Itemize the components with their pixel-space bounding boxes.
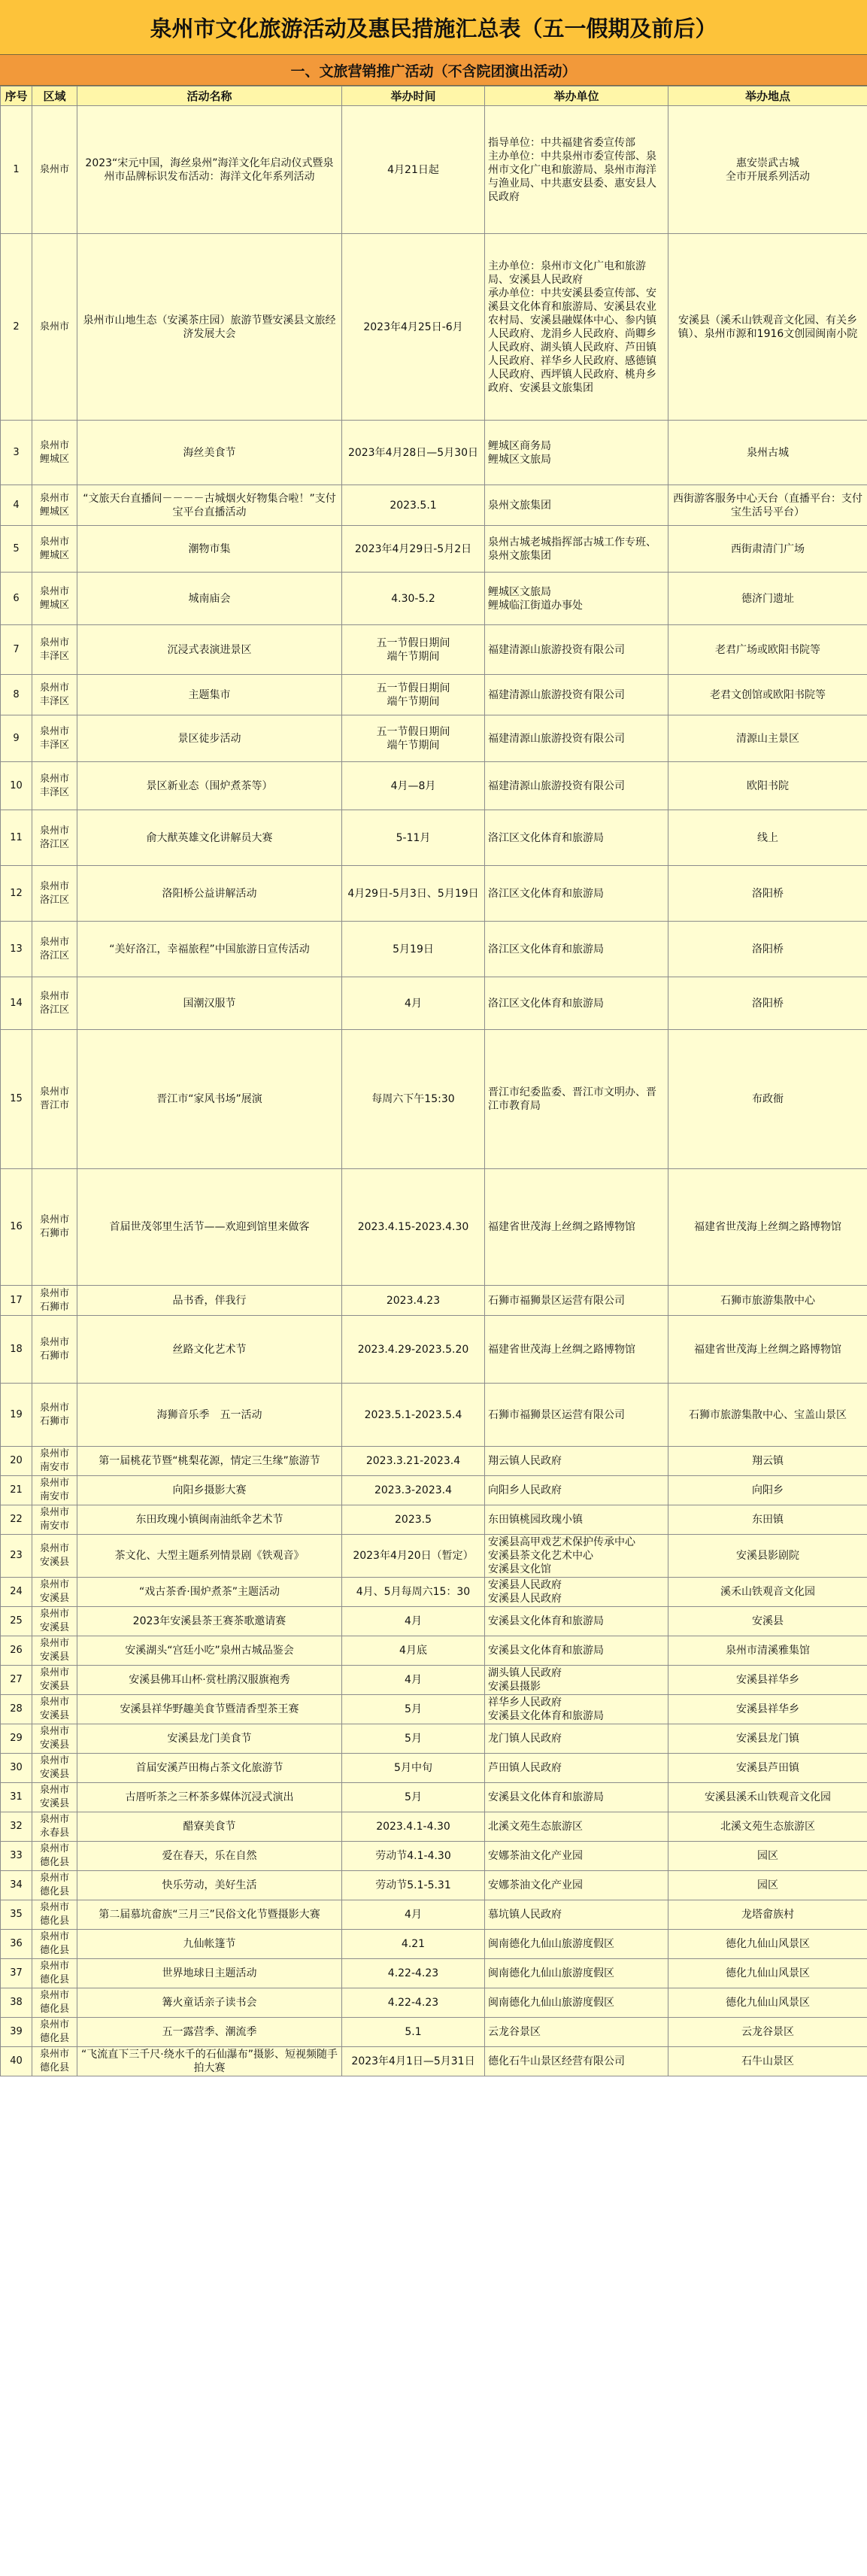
row-time: 2023.3.21-2023.4	[342, 1447, 485, 1476]
table-row	[1, 485, 867, 526]
row-activity-name: 主题集市	[77, 675, 342, 715]
row-time: 2023.5	[342, 1505, 485, 1535]
row-organizer: 鲤城区文旅局 鲤城临江街道办事处	[485, 573, 668, 625]
row-activity-name: 九仙帐篷节	[77, 1930, 342, 1959]
row-organizer: 龙门镇人民政府	[485, 1724, 668, 1754]
row-activity-name: 五一露营季、潮流季	[77, 2018, 342, 2047]
row-region: 泉州市德化县	[32, 1988, 77, 2018]
row-organizer: 安溪县人民政府 安溪县人民政府	[485, 1578, 668, 1607]
row-organizer: 洛江区文化体育和旅游局	[485, 922, 668, 977]
row-activity-name: 第二届慕坑畲族“三月三”民俗文化节暨摄影大赛	[77, 1900, 342, 1930]
header-region: 区域	[32, 87, 77, 106]
row-organizer: 石狮市福狮景区运营有限公司	[485, 1286, 668, 1316]
row-activity-name: 首届世茂邻里生活节——欢迎到馆里来做客	[77, 1169, 342, 1286]
row-time: 五一节假日期间 端午节期间	[342, 625, 485, 675]
row-activity-name: 安溪县祥华野趣美食节暨清香型茶王赛	[77, 1695, 342, 1724]
row-number: 30	[1, 1754, 32, 1783]
row-activity-name: 世界地球日主题活动	[77, 1959, 342, 1988]
row-activity-name: 茶文化、大型主题系列情景剧《铁观音》	[77, 1535, 342, 1578]
table-row	[1, 762, 867, 810]
row-venue: 向阳乡	[668, 1476, 867, 1505]
row-region: 泉州市石狮市	[32, 1316, 77, 1384]
row-time: 4月	[342, 1900, 485, 1930]
row-venue: 安溪县影剧院	[668, 1535, 867, 1578]
row-organizer: 安娜茶油文化产业园	[485, 1842, 668, 1871]
row-venue: 安溪县祥华乡	[668, 1695, 867, 1724]
row-region: 泉州市洛江区	[32, 810, 77, 866]
row-activity-name: 丝路文化艺术节	[77, 1316, 342, 1384]
row-time: 劳动节4.1-4.30	[342, 1842, 485, 1871]
row-activity-name: 东田玫瑰小镇闽南油纸伞艺术节	[77, 1505, 342, 1535]
row-venue: 洛阳桥	[668, 922, 867, 977]
row-activity-name: “飞流直下三千尺·绕水千的石仙瀑布”摄影、短视频随手拍大赛	[77, 2047, 342, 2076]
row-time: 2023.5.1-2023.5.4	[342, 1384, 485, 1447]
row-organizer: 晋江市纪委监委、晋江市文明办、晋江市教育局	[485, 1030, 668, 1169]
table-row	[1, 1447, 867, 1476]
row-number: 6	[1, 573, 32, 625]
row-time: 4月底	[342, 1636, 485, 1666]
row-organizer: 闽南德化九仙山旅游度假区	[485, 1959, 668, 1988]
row-number: 36	[1, 1930, 32, 1959]
row-time: 劳动节5.1-5.31	[342, 1871, 485, 1900]
row-number: 11	[1, 810, 32, 866]
row-region: 泉州市	[32, 234, 77, 421]
row-time: 2023年4月28日—5月30日	[342, 421, 485, 485]
row-region: 泉州市安溪县	[32, 1636, 77, 1666]
row-time: 4月21日起	[342, 106, 485, 234]
row-activity-name: 向阳乡摄影大赛	[77, 1476, 342, 1505]
row-time: 2023.5.1	[342, 485, 485, 526]
row-activity-name: 沉浸式表演进景区	[77, 625, 342, 675]
page-title: 泉州市文化旅游活动及惠民措施汇总表（五一假期及前后）	[0, 0, 867, 55]
row-organizer: 安娜茶油文化产业园	[485, 1871, 668, 1900]
row-time: 4.22-4.23	[342, 1959, 485, 1988]
row-activity-name: 海狮音乐季 五一活动	[77, 1384, 342, 1447]
row-region: 泉州市德化县	[32, 1842, 77, 1871]
row-region: 泉州市丰泽区	[32, 625, 77, 675]
row-venue: 翔云镇	[668, 1447, 867, 1476]
row-venue: 龙塔畲族村	[668, 1900, 867, 1930]
table-row	[1, 421, 867, 485]
row-organizer: 福建省世茂海上丝绸之路博物馆	[485, 1316, 668, 1384]
row-activity-name: 篝火童话亲子读书会	[77, 1988, 342, 2018]
row-region: 泉州市南安市	[32, 1476, 77, 1505]
row-organizer: 向阳乡人民政府	[485, 1476, 668, 1505]
row-number: 24	[1, 1578, 32, 1607]
row-organizer: 福建清源山旅游投资有限公司	[485, 762, 668, 810]
table-row	[1, 1666, 867, 1695]
table-row	[1, 1871, 867, 1900]
row-number: 28	[1, 1695, 32, 1724]
table-row	[1, 1578, 867, 1607]
row-time: 4.21	[342, 1930, 485, 1959]
row-venue: 老君文创馆或欧阳书院等	[668, 675, 867, 715]
row-organizer: 主办单位：泉州市文化广电和旅游局、安溪县人民政府 承办单位：中共安溪县委宣传部、安溪县文化体育和旅游局、安溪县农业农村局、安溪县融媒体中心、参内镇人民政府、龙涓乡人民政府、尚卿乡人民政府、湖头镇人民政府、芦田镇人民政府、祥华乡人民政府、感德镇人民政府、西坪镇人民政府、桃舟乡政府、安溪县文旅集团	[485, 234, 668, 421]
row-organizer: 闽南德化九仙山旅游度假区	[485, 1988, 668, 2018]
row-organizer: 湖头镇人民政府 安溪县摄影	[485, 1666, 668, 1695]
table-row	[1, 922, 867, 977]
row-time: 五一节假日期间 端午节期间	[342, 675, 485, 715]
row-region: 泉州市丰泽区	[32, 762, 77, 810]
row-number: 20	[1, 1447, 32, 1476]
row-region: 泉州市南安市	[32, 1447, 77, 1476]
row-organizer: 祥华乡人民政府 安溪县文化体育和旅游局	[485, 1695, 668, 1724]
row-venue: 安溪县芦田镇	[668, 1754, 867, 1783]
row-organizer: 东田镇桃园玫瑰小镇	[485, 1505, 668, 1535]
table-row	[1, 234, 867, 421]
row-venue: 石狮市旅游集散中心	[668, 1286, 867, 1316]
row-time: 2023年4月29日-5月2日	[342, 526, 485, 573]
row-venue: 安溪县祥华乡	[668, 1666, 867, 1695]
row-number: 38	[1, 1988, 32, 2018]
row-venue: 欧阳书院	[668, 762, 867, 810]
row-number: 1	[1, 106, 32, 234]
table-row	[1, 106, 867, 234]
row-organizer: 福建清源山旅游投资有限公司	[485, 715, 668, 762]
row-number: 18	[1, 1316, 32, 1384]
row-region: 泉州市丰泽区	[32, 715, 77, 762]
row-activity-name: 海丝美食节	[77, 421, 342, 485]
row-number: 10	[1, 762, 32, 810]
row-organizer: 洛江区文化体育和旅游局	[485, 977, 668, 1030]
row-venue: 西街游客服务中心天台（直播平台：支付宝生活号平台）	[668, 485, 867, 526]
row-time: 2023年4月1日—5月31日	[342, 2047, 485, 2076]
row-organizer: 福建省世茂海上丝绸之路博物馆	[485, 1169, 668, 1286]
row-time: 5月	[342, 1695, 485, 1724]
row-number: 2	[1, 234, 32, 421]
row-venue: 石狮市旅游集散中心、宝盖山景区	[668, 1384, 867, 1447]
header-activity-name: 活动名称	[77, 87, 342, 106]
row-venue: 泉州古城	[668, 421, 867, 485]
row-number: 35	[1, 1900, 32, 1930]
table-row	[1, 1900, 867, 1930]
row-time: 2023.4.15-2023.4.30	[342, 1169, 485, 1286]
row-activity-name: 安溪县龙门美食节	[77, 1724, 342, 1754]
row-number: 17	[1, 1286, 32, 1316]
row-activity-name: “美好洛江，幸福旅程”中国旅游日宣传活动	[77, 922, 342, 977]
row-activity-name: 景区新业态（围炉煮茶等）	[77, 762, 342, 810]
row-time: 2023.4.29-2023.5.20	[342, 1316, 485, 1384]
row-region: 泉州市德化县	[32, 2018, 77, 2047]
row-time: 4.22-4.23	[342, 1988, 485, 2018]
row-activity-name: 醋寮美食节	[77, 1812, 342, 1842]
row-venue: 安溪县	[668, 1607, 867, 1636]
row-activity-name: 安溪县佛耳山杯·赏杜鹃汉服旗袍秀	[77, 1666, 342, 1695]
row-region: 泉州市德化县	[32, 1930, 77, 1959]
table-row	[1, 1316, 867, 1384]
row-region: 泉州市安溪县	[32, 1535, 77, 1578]
row-activity-name: 首届安溪芦田梅占茶文化旅游节	[77, 1754, 342, 1783]
table-row	[1, 526, 867, 573]
row-number: 29	[1, 1724, 32, 1754]
row-region: 泉州市丰泽区	[32, 675, 77, 715]
row-venue: 石牛山景区	[668, 2047, 867, 2076]
table-row	[1, 1988, 867, 2018]
table-row	[1, 1842, 867, 1871]
table-row	[1, 573, 867, 625]
row-time: 2023年4月25日-6月	[342, 234, 485, 421]
table-row	[1, 1959, 867, 1988]
row-region: 泉州市洛江区	[32, 922, 77, 977]
row-time: 4月29日-5月3日、5月19日	[342, 866, 485, 922]
row-venue: 老君广场或欧阳书院等	[668, 625, 867, 675]
row-number: 7	[1, 625, 32, 675]
table-row	[1, 1930, 867, 1959]
row-time: 4月	[342, 977, 485, 1030]
row-time: 4.30-5.2	[342, 573, 485, 625]
row-venue: 清源山主景区	[668, 715, 867, 762]
row-region: 泉州市晋江市	[32, 1030, 77, 1169]
row-number: 15	[1, 1030, 32, 1169]
row-organizer: 洛江区文化体育和旅游局	[485, 866, 668, 922]
table-row	[1, 1783, 867, 1812]
table-row	[1, 1607, 867, 1636]
row-region: 泉州市石狮市	[32, 1286, 77, 1316]
row-time: 4月、5月每周六15：30	[342, 1578, 485, 1607]
row-venue: 洛阳桥	[668, 866, 867, 922]
row-venue: 德化九仙山风景区	[668, 1988, 867, 2018]
row-time: 每周六下午15:30	[342, 1030, 485, 1169]
table-row	[1, 1384, 867, 1447]
table-row	[1, 1535, 867, 1578]
row-venue: 德化九仙山风景区	[668, 1930, 867, 1959]
row-number: 5	[1, 526, 32, 573]
row-venue: 安溪县（溪禾山铁观音文化园、有关乡镇）、泉州市源和1916文创园闽南小院	[668, 234, 867, 421]
row-venue: 园区	[668, 1842, 867, 1871]
row-region: 泉州市永春县	[32, 1812, 77, 1842]
header-organizer: 举办单位	[485, 87, 668, 106]
row-venue: 布政衙	[668, 1030, 867, 1169]
row-number: 3	[1, 421, 32, 485]
activity-table	[0, 86, 867, 2076]
row-number: 25	[1, 1607, 32, 1636]
header-time: 举办时间	[342, 87, 485, 106]
row-organizer: 泉州文旅集团	[485, 485, 668, 526]
table-row	[1, 1636, 867, 1666]
row-number: 19	[1, 1384, 32, 1447]
row-number: 33	[1, 1842, 32, 1871]
table-row	[1, 977, 867, 1030]
row-region: 泉州市鲤城区	[32, 421, 77, 485]
row-organizer: 慕坑镇人民政府	[485, 1900, 668, 1930]
row-activity-name: 爱在春天，乐在自然	[77, 1842, 342, 1871]
table-row	[1, 1505, 867, 1535]
row-venue: 洛阳桥	[668, 977, 867, 1030]
row-activity-name: 城南庙会	[77, 573, 342, 625]
row-number: 32	[1, 1812, 32, 1842]
row-time: 5.1	[342, 2018, 485, 2047]
row-time: 5月19日	[342, 922, 485, 977]
table-row	[1, 1169, 867, 1286]
table-row	[1, 1754, 867, 1783]
row-organizer: 洛江区文化体育和旅游局	[485, 810, 668, 866]
row-time: 5月中旬	[342, 1754, 485, 1783]
row-region: 泉州市石狮市	[32, 1169, 77, 1286]
row-activity-name: 快乐劳动，美好生活	[77, 1871, 342, 1900]
row-number: 26	[1, 1636, 32, 1666]
row-number: 12	[1, 866, 32, 922]
row-region: 泉州市安溪县	[32, 1724, 77, 1754]
row-venue: 线上	[668, 810, 867, 866]
row-activity-name: 俞大猷英雄文化讲解员大赛	[77, 810, 342, 866]
row-time: 2023年4月20日（暂定）	[342, 1535, 485, 1578]
row-time: 5月	[342, 1783, 485, 1812]
row-region: 泉州市石狮市	[32, 1384, 77, 1447]
row-venue: 云龙谷景区	[668, 2018, 867, 2047]
row-activity-name: 安溪湖头“宫廷小吃”泉州古城品鉴会	[77, 1636, 342, 1666]
table-row	[1, 2047, 867, 2076]
row-activity-name: “文旅天台直播间－－－－古城烟火好物集合啦！”支付宝平台直播活动	[77, 485, 342, 526]
table-row	[1, 625, 867, 675]
row-organizer: 福建清源山旅游投资有限公司	[485, 625, 668, 675]
row-time: 4月	[342, 1607, 485, 1636]
row-region: 泉州市德化县	[32, 1959, 77, 1988]
row-venue: 西街肃清门广场	[668, 526, 867, 573]
row-time: 4月—8月	[342, 762, 485, 810]
row-number: 31	[1, 1783, 32, 1812]
row-organizer: 指导单位：中共福建省委宣传部 主办单位：中共泉州市委宣传部、泉州市文化广电和旅游局、泉州市海洋与渔业局、中共惠安县委、惠安县人民政府	[485, 106, 668, 234]
table-row	[1, 810, 867, 866]
row-venue: 园区	[668, 1871, 867, 1900]
row-region: 泉州市安溪县	[32, 1666, 77, 1695]
row-number: 23	[1, 1535, 32, 1578]
row-organizer: 翔云镇人民政府	[485, 1447, 668, 1476]
row-region: 泉州市鲤城区	[32, 526, 77, 573]
table-header-row	[1, 87, 867, 106]
row-number: 34	[1, 1871, 32, 1900]
table-body	[1, 106, 867, 2076]
row-activity-name: “戏古茶香·围炉煮茶”主题活动	[77, 1578, 342, 1607]
row-time: 2023.4.1-4.30	[342, 1812, 485, 1842]
row-activity-name: 洛阳桥公益讲解活动	[77, 866, 342, 922]
table-row	[1, 866, 867, 922]
row-activity-name: 古厝听茶之三杯茶多媒体沉浸式演出	[77, 1783, 342, 1812]
row-number: 39	[1, 2018, 32, 2047]
header-venue: 举办地点	[668, 87, 867, 106]
row-organizer: 云龙谷景区	[485, 2018, 668, 2047]
row-activity-name: 潮物市集	[77, 526, 342, 573]
row-time: 2023.3-2023.4	[342, 1476, 485, 1505]
table-row	[1, 2018, 867, 2047]
row-region: 泉州市安溪县	[32, 1695, 77, 1724]
table-row	[1, 675, 867, 715]
row-organizer: 福建清源山旅游投资有限公司	[485, 675, 668, 715]
row-activity-name: 晋江市“家风书场”展演	[77, 1030, 342, 1169]
row-organizer: 安溪县文化体育和旅游局	[485, 1636, 668, 1666]
row-organizer: 泉州古城老城指挥部古城工作专班、泉州文旅集团	[485, 526, 668, 573]
row-number: 37	[1, 1959, 32, 1988]
row-activity-name: 品书香，伴我行	[77, 1286, 342, 1316]
row-venue: 德化九仙山风景区	[668, 1959, 867, 1988]
row-number: 16	[1, 1169, 32, 1286]
row-number: 27	[1, 1666, 32, 1695]
table-row	[1, 1286, 867, 1316]
row-number: 14	[1, 977, 32, 1030]
row-activity-name: 景区徒步活动	[77, 715, 342, 762]
row-venue: 惠安崇武古城 全市开展系列活动	[668, 106, 867, 234]
table-row	[1, 1724, 867, 1754]
row-time: 5月	[342, 1724, 485, 1754]
table-row	[1, 1695, 867, 1724]
row-venue: 安溪县龙门镇	[668, 1724, 867, 1754]
row-number: 9	[1, 715, 32, 762]
row-activity-name: 2023“宋元中国，海丝泉州”海洋文化年启动仪式暨泉州市品牌标识发布活动：海洋文化年系列活动	[77, 106, 342, 234]
row-number: 4	[1, 485, 32, 526]
row-region: 泉州市鲤城区	[32, 485, 77, 526]
row-number: 40	[1, 2047, 32, 2076]
row-activity-name: 泉州市山地生态（安溪茶庄园）旅游节暨安溪县文旅经济发展大会	[77, 234, 342, 421]
row-venue: 德济门遗址	[668, 573, 867, 625]
row-region: 泉州市德化县	[32, 2047, 77, 2076]
row-venue: 安溪县溪禾山铁观音文化园	[668, 1783, 867, 1812]
row-number: 22	[1, 1505, 32, 1535]
row-region: 泉州市南安市	[32, 1505, 77, 1535]
row-region: 泉州市安溪县	[32, 1607, 77, 1636]
row-region: 泉州市德化县	[32, 1871, 77, 1900]
table-row	[1, 1030, 867, 1169]
row-time: 五一节假日期间 端午节期间	[342, 715, 485, 762]
row-number: 21	[1, 1476, 32, 1505]
header-no: 序号	[1, 87, 32, 106]
row-number: 8	[1, 675, 32, 715]
row-venue: 北溪文苑生态旅游区	[668, 1812, 867, 1842]
row-activity-name: 国潮汉服节	[77, 977, 342, 1030]
row-organizer: 闽南德化九仙山旅游度假区	[485, 1930, 668, 1959]
row-activity-name: 第一届桃花节暨“桃梨花源，情定三生缘”旅游节	[77, 1447, 342, 1476]
row-time: 4月	[342, 1666, 485, 1695]
row-region: 泉州市德化县	[32, 1900, 77, 1930]
row-region: 泉州市安溪县	[32, 1754, 77, 1783]
row-organizer: 石狮市福狮景区运营有限公司	[485, 1384, 668, 1447]
section-heading: 一、文旅营销推广活动（不含院团演出活动）	[0, 55, 867, 86]
row-region: 泉州市洛江区	[32, 977, 77, 1030]
row-organizer: 北溪文苑生态旅游区	[485, 1812, 668, 1842]
row-region: 泉州市	[32, 106, 77, 234]
row-venue: 溪禾山铁观音文化园	[668, 1578, 867, 1607]
row-organizer: 芦田镇人民政府	[485, 1754, 668, 1783]
row-organizer: 安溪县文化体育和旅游局	[485, 1607, 668, 1636]
row-region: 泉州市安溪县	[32, 1783, 77, 1812]
row-time: 5-11月	[342, 810, 485, 866]
row-number: 13	[1, 922, 32, 977]
row-organizer: 安溪县文化体育和旅游局	[485, 1783, 668, 1812]
table-row	[1, 715, 867, 762]
row-region: 泉州市安溪县	[32, 1578, 77, 1607]
row-venue: 福建省世茂海上丝绸之路博物馆	[668, 1169, 867, 1286]
table-row	[1, 1812, 867, 1842]
row-organizer: 德化石牛山景区经营有限公司	[485, 2047, 668, 2076]
row-activity-name: 2023年安溪县茶王赛茶歌邀请赛	[77, 1607, 342, 1636]
table-row	[1, 1476, 867, 1505]
row-organizer: 安溪县高甲戏艺术保护传承中心 安溪县茶文化艺术中心 安溪县文化馆	[485, 1535, 668, 1578]
row-venue: 东田镇	[668, 1505, 867, 1535]
row-time: 2023.4.23	[342, 1286, 485, 1316]
row-organizer: 鲤城区商务局 鲤城区文旅局	[485, 421, 668, 485]
row-venue: 福建省世茂海上丝绸之路博物馆	[668, 1316, 867, 1384]
row-region: 泉州市鲤城区	[32, 573, 77, 625]
row-venue: 泉州市清溪雅集馆	[668, 1636, 867, 1666]
row-region: 泉州市洛江区	[32, 866, 77, 922]
